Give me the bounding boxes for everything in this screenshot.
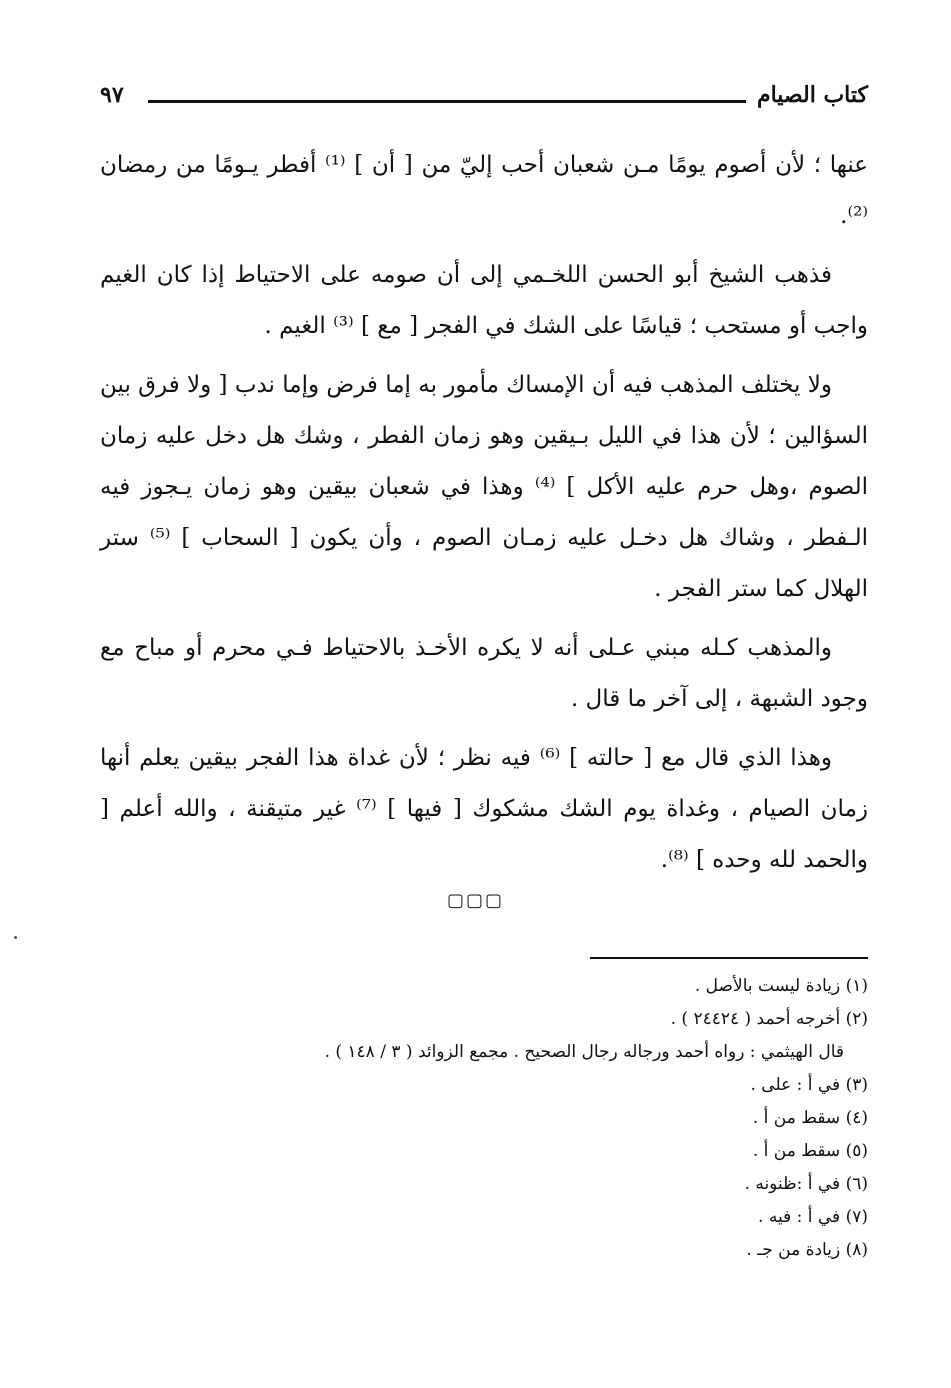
paragraph: ولا يختلف المذهب فيه أن الإمساك مأمور به إما فرض وإما ندب [ ولا فرق بين السؤالين ؛ لأن هذا في الليل بـيقين وهو زمان الفطر ، وشك هل دخل عليه زمان الصوم ،وهل حرم عليه الأكل ] ⁽⁴⁾ وهذا في شعبان بيقين وهو زمان يـجوز فيه الـفطر ، وشاك هل دخـل عليه زمـان الصوم ، وأن يكون [ السحاب ] ⁽⁵⁾ ستر الهلال كما ستر الفجر . bbox=[100, 372, 868, 602]
footnote: (١) زيادة ليست بالأصل . bbox=[694, 976, 868, 996]
footnote: (٥) سقط من أ . bbox=[752, 1141, 868, 1161]
paragraph: وهذا الذي قال مع [ حالته ] ⁽⁶⁾ فيه نظر ؛ لأن غداة هذا الفجر بيقين يعلم أنها زمان الصيام ، وغداة يوم الشك مشكوك [ فيها ] ⁽⁷⁾ غير متيقنة ، والله أعلم [ والحمد لله وحده ] ⁽⁸⁾. bbox=[100, 745, 868, 873]
section-separator: ▢▢▢ bbox=[446, 890, 505, 911]
footnotes bbox=[100, 970, 868, 1267]
footnote-continuation: قال الهيثمي : رواه أحمد ورجاله رجال الصحيح . مجمع الزوائد ( ٣ / ١٤٨ ) . bbox=[324, 1042, 844, 1062]
footnote: (٢) أخرجه أحمد ( ٢٤٤٢٤ ) . bbox=[670, 1009, 868, 1029]
footnote: (٣) في أ : على . bbox=[750, 1075, 868, 1095]
page-number: ٩٧ bbox=[100, 82, 124, 108]
footnote: (٧) في أ : فيه . bbox=[758, 1207, 868, 1227]
footnote-rule bbox=[590, 957, 868, 959]
main-text bbox=[100, 140, 868, 894]
header-rule bbox=[148, 100, 746, 103]
footnote: (٦) في أ :ظنونه . bbox=[744, 1174, 868, 1194]
paragraph: فذهب الشيخ أبو الحسن اللخـمي إلى أن صومه على الاحتياط إذا كان الغيم واجب أو مستحب ؛ قياسًا على الشك في الفجر [ مع ] ⁽³⁾ الغيم . bbox=[100, 262, 868, 339]
paragraph: والمذهب كـله مبني عـلى أنه لا يكره الأخـذ بالاحتياط فـي محرم أو مباح مع وجود الشبهة ، إلى آخر ما قال . bbox=[100, 635, 868, 712]
paragraph: عنها ؛ لأن أصوم يومًا مـن شعبان أحب إليّ من [ أن ] ⁽¹⁾ أفطر يـومًا من رمضان ⁽²⁾. bbox=[100, 152, 868, 229]
scan-speck bbox=[14, 936, 17, 939]
footnote: (٨) زيادة من جـ . bbox=[746, 1240, 868, 1260]
chapter-title: كتاب الصيام bbox=[756, 82, 868, 108]
running-header bbox=[100, 78, 868, 118]
footnote: (٤) سقط من أ . bbox=[752, 1108, 868, 1128]
